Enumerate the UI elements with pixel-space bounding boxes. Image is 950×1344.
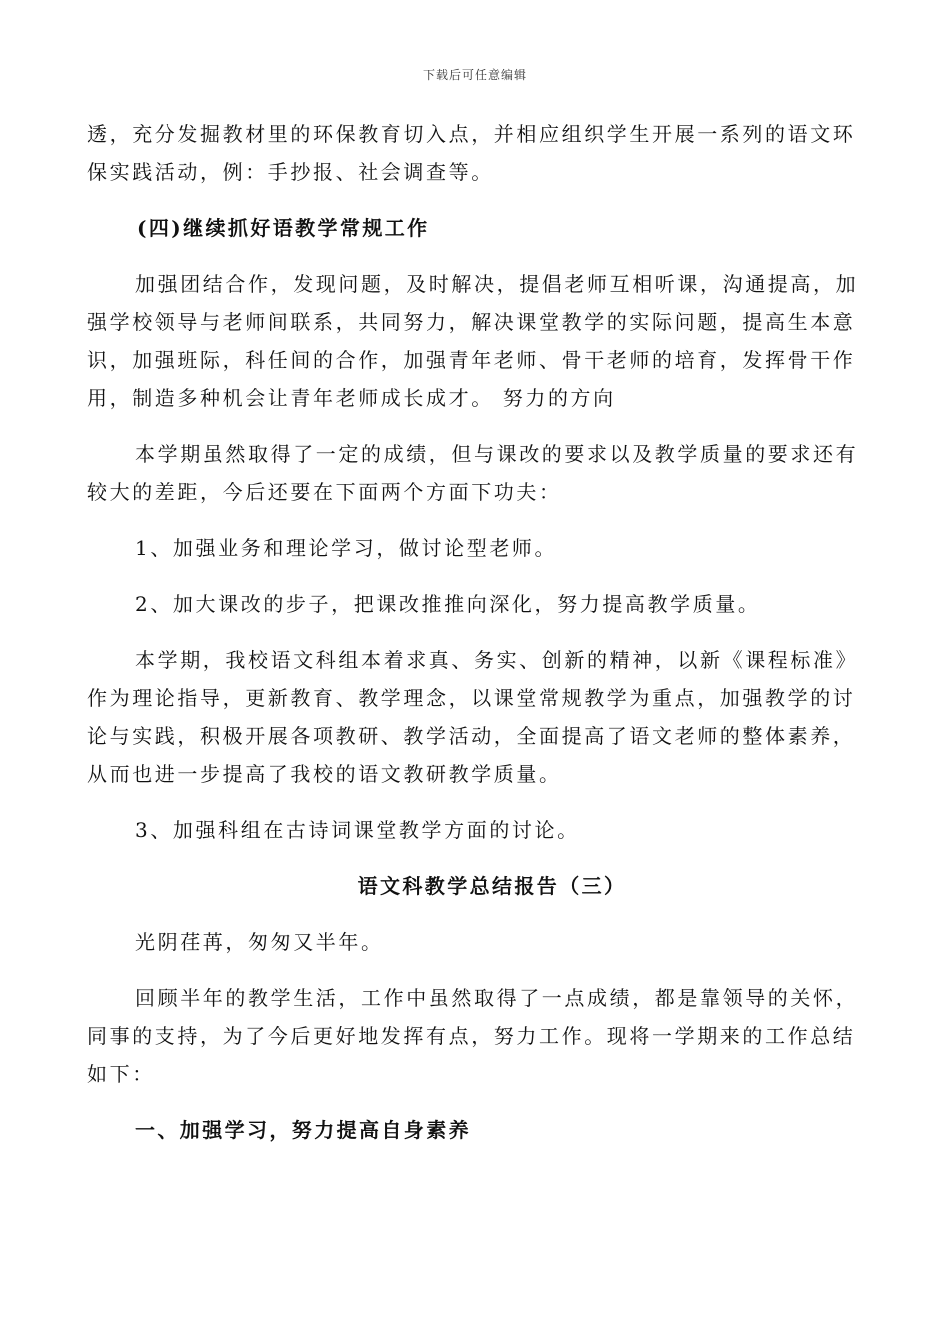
- text-line: 光阴荏苒，匆匆又半年。: [135, 930, 384, 954]
- text-line: 3、加强科组在古诗词课堂教学方面的讨论。: [135, 818, 580, 842]
- list-item-1: [87, 529, 857, 567]
- text-line: 本学期虽然取得了一定的成绩，但与课改的要求以及教学质量的要求还有: [135, 442, 859, 466]
- paragraph-semester-summary: [87, 641, 857, 793]
- text-line: 如下：: [87, 1062, 155, 1086]
- paragraph-cooperation: [87, 265, 857, 417]
- text-line: 透，充分发掘教材里的环保教育切入点，并相应组织学生开展一系列的语文环: [87, 122, 856, 146]
- paragraph-achievements-gap: [87, 435, 857, 511]
- report-title: 语文科教学总结报告（三）: [357, 874, 627, 898]
- text-line: 识，加强班际，科任间的合作，加强青年老师、骨干老师的培育，发挥骨干作: [87, 348, 856, 372]
- text-line: 同事的支持，为了今后更好地发挥有点，努力工作。现将一学期来的工作总结: [87, 1024, 856, 1048]
- text-line: 回顾半年的教学生活，工作中虽然取得了一点成绩，都是靠领导的关怀，: [135, 986, 859, 1010]
- paragraph-environmental-education: [87, 115, 857, 191]
- page-header: 下载后可任意编辑: [422, 68, 527, 82]
- text-line: 作为理论指导，更新教育、教学理念，以课堂常规教学为重点，加强教学的讨: [87, 686, 856, 710]
- text-line: 2、加大课改的步子，把课改推推向深化，努力提高教学质量。: [135, 592, 761, 616]
- list-item-2: [87, 585, 857, 623]
- text-line: 从而也进一步提高了我校的语文教研教学质量。: [87, 762, 562, 786]
- text-line: 较大的差距，今后还要在下面两个方面下功夫：: [87, 480, 562, 504]
- text-line: 本学期，我校语文科组本着求真、务实、创新的精神，以新《课程标准》: [135, 648, 859, 672]
- paragraph-review: [87, 979, 857, 1093]
- text-line: 保实践活动，例：手抄报、社会调查等。: [87, 160, 494, 184]
- text-line: 强学校领导与老师间联系，共同努力，解决课堂教学的实际问题，提高生本意: [87, 310, 856, 334]
- section-heading-teaching-routine: (四)继续抓好语教学常规工作: [137, 216, 430, 240]
- text-line: 加强团结合作，发现问题，及时解决，提倡老师互相听课，沟通提高，加: [135, 272, 859, 296]
- paragraph-time-passes: [87, 923, 857, 961]
- text-line: 1、加强业务和理论学习，做讨论型老师。: [135, 536, 558, 560]
- section-heading-self-improvement: 一、加强学习，努力提高自身素养: [135, 1118, 471, 1142]
- text-line: 论与实践，积极开展各项教研、教学活动，全面提高了语文老师的整体素养，: [87, 724, 856, 748]
- document-body: [87, 115, 857, 1149]
- text-line: 用，制造多种机会让青年老师成长成才。 努力的方向: [87, 386, 616, 410]
- list-item-3: [87, 811, 857, 849]
